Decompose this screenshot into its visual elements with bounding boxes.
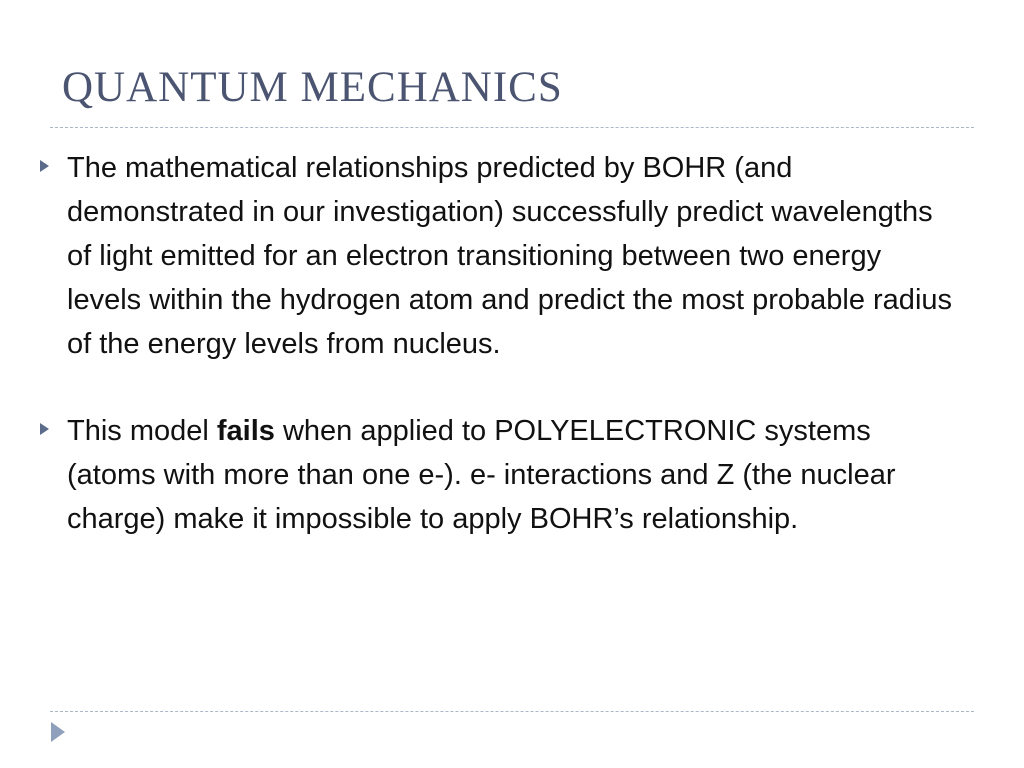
title-divider bbox=[50, 127, 974, 128]
triangle-right-icon bbox=[40, 423, 49, 435]
play-triangle-icon[interactable] bbox=[51, 722, 65, 742]
bullet-text-emphasis: fails bbox=[216, 415, 275, 447]
bullet-text: The mathematical relationships predicted by BOHR (and demonstrated in our investigation) successfully predict wavelengths of light emitted for an electron transitioning between two energy levels within the hydrogen atom and predict the most probable radius of the energy levels from nucleus. bbox=[67, 152, 953, 360]
bullet-item bbox=[40, 146, 960, 366]
slide-title: QUANTUM MECHANICS bbox=[62, 64, 563, 111]
bullet-text-before: This model bbox=[67, 415, 217, 447]
triangle-right-icon bbox=[40, 160, 49, 172]
bullet-list bbox=[40, 146, 960, 541]
footer-divider bbox=[50, 711, 974, 712]
bullet-text-after: when applied to POLYELECTRONIC systems (atoms with more than one e-). e- interactions and Z (the nuclear charge) make it impossible to apply BOHR’s relationship. bbox=[67, 415, 896, 535]
bullet-item bbox=[40, 409, 960, 541]
